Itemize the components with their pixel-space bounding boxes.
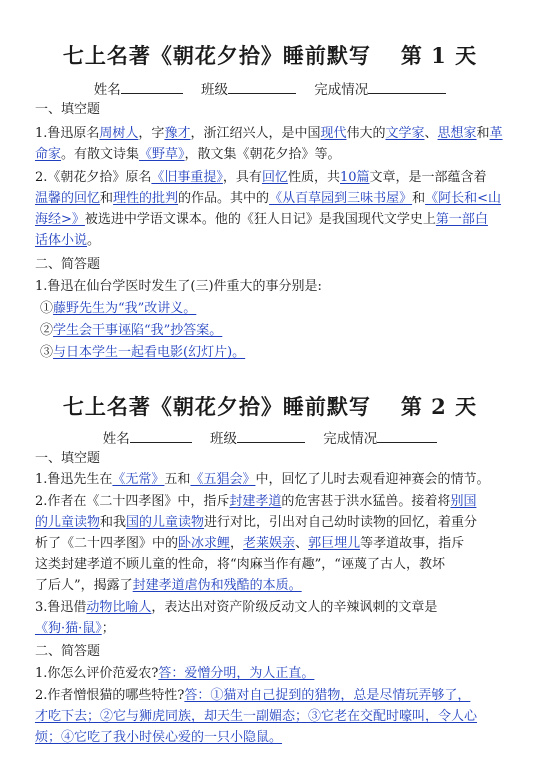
text: 和 [412,191,426,206]
sheet2-name-blank[interactable] [130,430,192,443]
sheet2-q4 [35,664,509,684]
sheet1-info-row [0,78,540,98]
answer: 才吃下去；②它与狮虎同族，却天生一副媚态；③它老在交配时嚎叫，令人心 [35,709,478,724]
answer: 现代 [320,126,347,141]
sheet2-q5-line2 [35,707,509,727]
sheet2-q3-line1 [35,598,509,618]
answer: 理性的批判 [113,191,179,206]
answer: 海经>》 [35,212,85,227]
sheet1-q2-line1 [35,168,509,188]
text: 这类封建孝道不顾儿童的性命，将“肉麻当作有趣”，“诬蔑了古人，教坏 [35,557,445,572]
answer: 学生会干事诬陷“我”抄答案。 [53,323,223,338]
text: ，表达出对资产阶级反动文人的辛辣讽刺的文章是 [151,600,438,615]
text: 等孝道故事，指斥 [360,536,465,551]
answer: 动物比喻人 [86,600,152,615]
text: 性质，共 [287,170,340,185]
answer: 《无常》 [112,472,165,487]
answer: 回忆 [261,170,288,185]
answer: 答：爱憎分明，为人正直。 [158,666,315,681]
answer: 藤野先生为“我”改讲义。 [53,301,197,316]
answer: 国的儿童读物 [126,515,205,530]
answer: 命家 [35,147,62,162]
answer: 封建孝道 [229,494,282,509]
text: 、 [295,536,309,551]
text: 2.作者在《二十四孝图》中，指斥 [35,494,230,509]
text: ① [40,301,54,316]
sheet1-q2-line4 [35,231,509,251]
sheet1-title-text: 七上名著《朝花夕拾》睡前默写 [62,43,371,68]
text: 1.鲁迅原名 [35,126,100,141]
sheet2-day: 第 2 天 [400,394,478,419]
sheet2-q5-line1 [35,686,509,706]
answer: 温馨的回忆 [35,191,101,206]
text: 、 [424,126,438,141]
answer: 《阿长和<山 [425,191,501,206]
text: ； [101,621,115,636]
sheet2-class-blank[interactable] [237,430,305,443]
text: 文章，是一部蕴含着 [369,170,487,185]
answer: 答：①猫对自己捉到的猎物，总是尽情玩弄够了， [184,688,471,703]
sheet2-status-label: 完成情况 [323,431,378,447]
answer: 封建孝道虐伪和残酷的本质。 [132,578,302,593]
text: 被选进中学语文课本。他的《狂人日记》是我国现代文学史上 [84,212,436,227]
text: ，具有 [222,170,262,185]
text: 3.鲁迅借 [35,600,87,615]
sheet1-q3: 1.鲁迅在仙台学医时发生了(三)件重大的事分别是: [35,279,322,294]
answer: 卧冰求鲤 [178,536,231,551]
text: 中，回忆了儿时去观看迎神赛会的情节。 [255,472,490,487]
text: 析了《二十四孝图》中的 [35,536,179,551]
text: ③ [40,345,54,360]
sheet2-class-label: 班级 [210,431,237,447]
sheet1-q2-line2 [35,189,509,209]
sheet2-q2-line2 [35,513,509,533]
answer: 的儿童读物 [35,515,101,530]
sheet2-q2-line5 [35,576,509,596]
answer: 《狗·猫·鼠》 [35,621,102,636]
answer: 与日本学生一起看电影(幻灯片)。 [53,345,246,360]
text: 1.你怎么评价范爱农? [35,666,159,681]
sheet2-q3-line2 [35,619,509,639]
text: 。有散文诗集 [61,147,140,162]
sheet2-info-row [0,427,540,447]
sheet1-status-label: 完成情况 [314,82,369,98]
sheet2-title [0,391,540,421]
answer: 《旧事重提》 [151,170,223,185]
text: 伟大的 [346,126,386,141]
answer: 别国 [450,494,477,509]
text: 的危害甚于洪水猛兽。接着将 [281,494,451,509]
text: 五和 [164,472,191,487]
text: ，字 [138,126,165,141]
text: ，浙江绍兴人，是中国 [190,126,321,141]
sheet2-q5-line3 [35,728,509,748]
sheet2-q1 [35,470,509,490]
answer: 《野草》 [139,147,185,162]
answer: 豫才 [164,126,191,141]
text: 。 [87,233,101,248]
sheet2-section-fill: 一、填空题 [35,451,101,466]
text: 1.鲁迅先生在 [35,472,113,487]
sheet1-q1-line2 [35,145,509,165]
sheet1-answer-2 [40,321,514,341]
answer: 老莱娱亲 [243,536,296,551]
answer: 思想家 [437,126,477,141]
answer: 10篇 [339,170,370,185]
text: ，散文集《朝花夕拾》等。 [184,147,341,162]
sheet1-name-label: 姓名 [93,82,121,98]
text: 进行对比，引出对自己幼时读物的回忆，着重分 [204,515,478,530]
text: 2.《朝花夕拾》原名 [35,170,152,185]
text: 的作品。其中的 [178,191,270,206]
sheet2-q2-line4 [35,555,509,575]
answer: 文学家 [385,126,425,141]
sheet2-q2-line1 [35,492,509,512]
sheet1-class-label: 班级 [201,82,228,98]
sheet2-name-label: 姓名 [102,431,130,447]
text: ， [230,536,244,551]
sheet1-class-blank[interactable] [228,81,296,94]
sheet1-title [0,40,540,70]
sheet1-name-blank[interactable] [121,81,183,94]
text: 和我 [100,515,127,530]
sheet1-section-short: 二、简答题 [35,257,101,272]
text: ② [40,323,54,338]
text: 了后人”，揭露了 [35,578,133,593]
sheet2-section-short: 二、简答题 [35,644,101,659]
answer: 《五猖会》 [190,472,256,487]
sheet1-answer-1 [40,299,514,319]
answer: 郭巨埋儿 [308,536,361,551]
answer: 烦；④它吃了我小时侯心爱的一只小隐鼠。 [35,730,283,745]
sheet2-title-text: 七上名著《朝花夕拾》睡前默写 [62,394,371,419]
text: 和 [100,191,114,206]
sheet1-answer-3 [40,343,514,363]
answer: 革 [489,126,503,141]
sheet1-q2-line3 [35,210,509,230]
sheet1-day: 第 1 天 [400,43,478,68]
answer: 《从百草园到三味书屋》 [269,191,413,206]
sheet1-status-blank[interactable] [368,81,446,94]
sheet2-q2-line3 [35,534,509,554]
text: 2.作者憎恨猫的哪些特性? [35,688,185,703]
text: 和 [476,126,490,141]
sheet1-section-fill: 一、填空题 [35,102,101,117]
sheet2-status-blank[interactable] [377,430,437,443]
answer: 周树人 [99,126,139,141]
answer: 第一部白 [435,212,488,227]
sheet1-q1-line1 [35,124,509,144]
answer: 话体小说 [35,233,88,248]
